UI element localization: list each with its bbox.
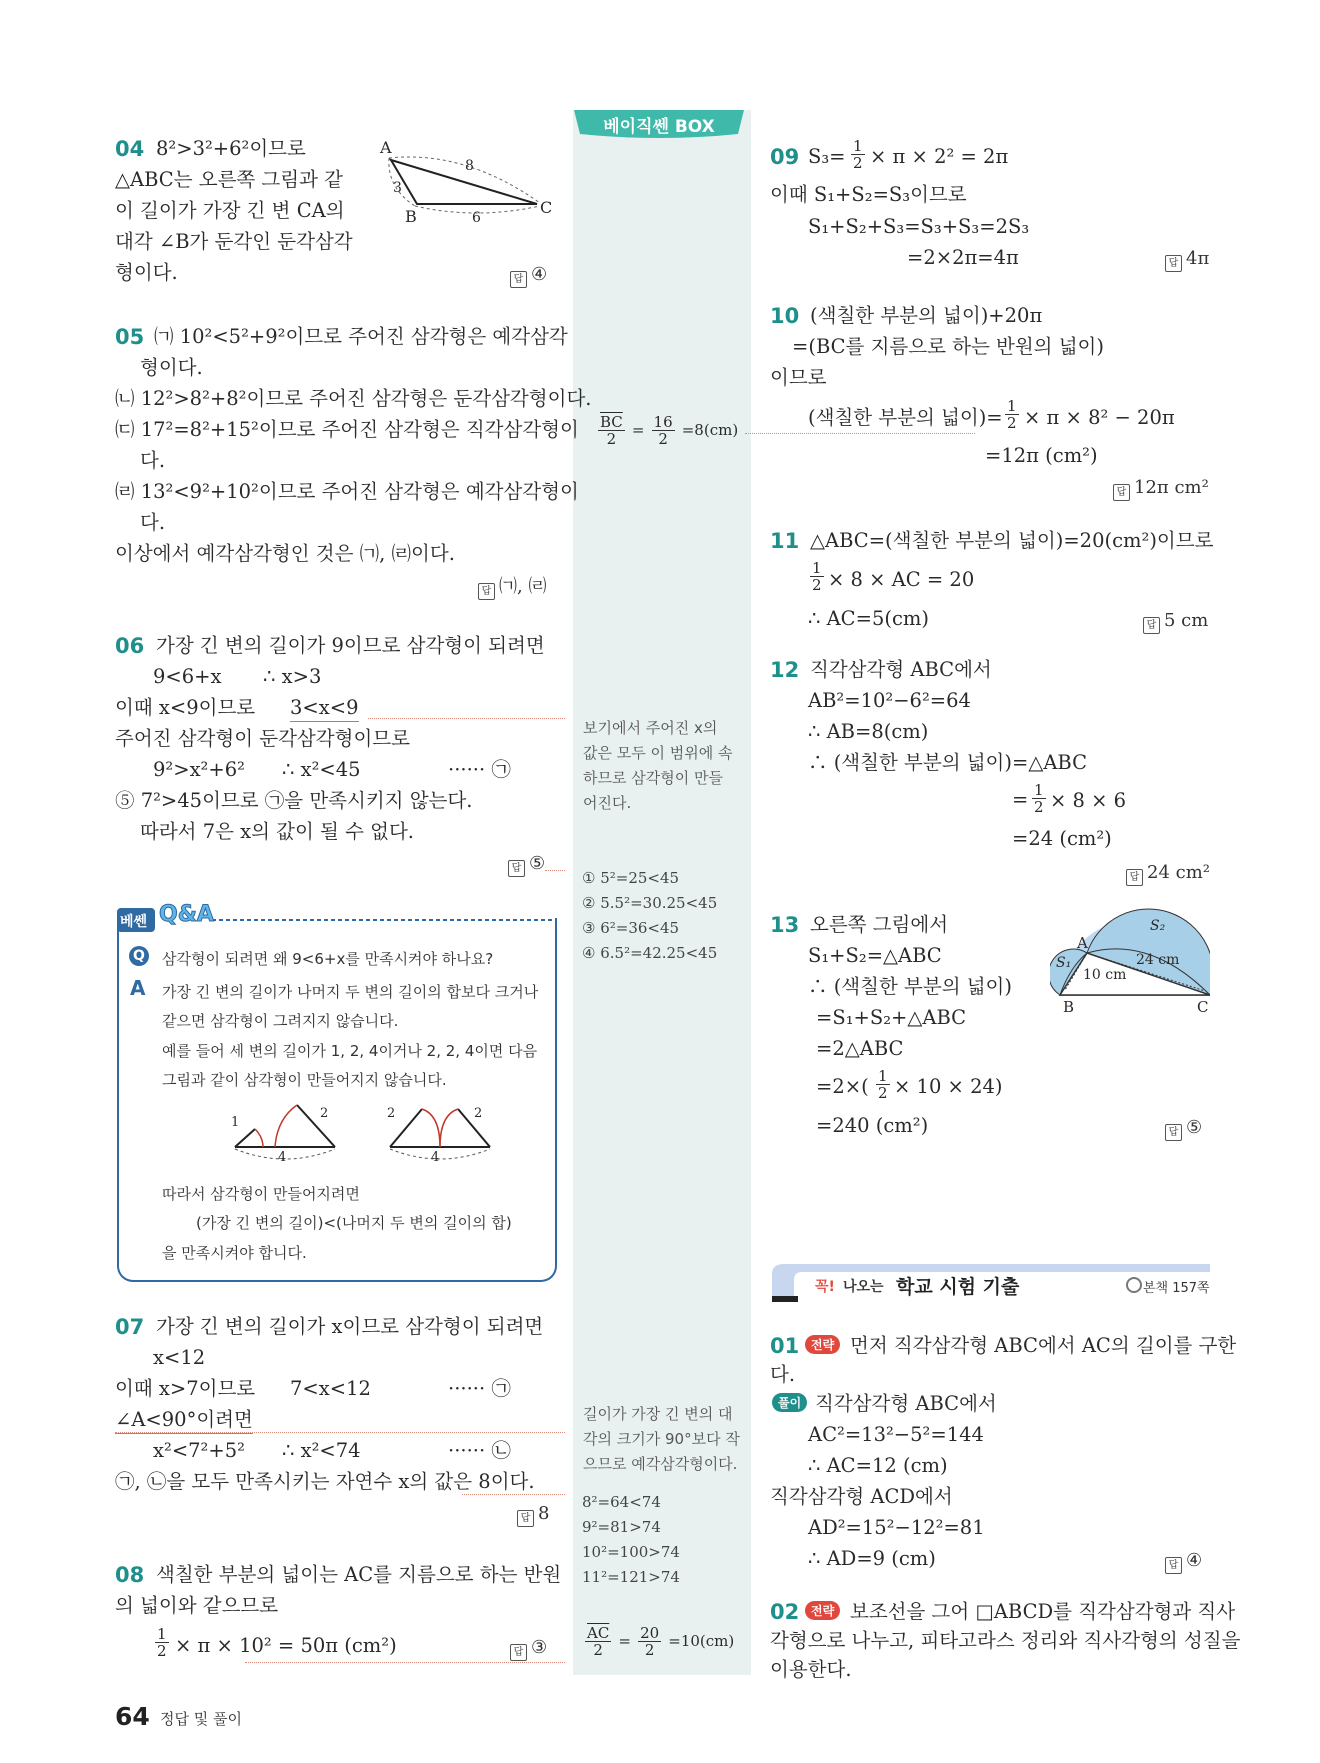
p09-line4: =2×2π=4π [907,246,1019,269]
p12-line3: ∴ AB=8(cm) [808,720,929,743]
p06-line1: 가장 긴 변의 길이가 9이므로 삼각형이 되려면 [156,634,545,657]
s01-line8: ∴ AD=9 (cm) [808,1547,936,1570]
bc-half-expression [596,414,738,447]
section-title: 학교 시험 기출 [896,1276,1020,1298]
p06-range: 3<x<9 [290,695,359,722]
p10-frac-top: 1 [1007,397,1017,415]
p08-fraction [155,1626,169,1659]
p09-frac-bot: 2 [853,154,863,172]
strategy-tag-02: 전략 [805,1601,840,1620]
s01-line6: 직각삼각형 ACD에서 [770,1485,953,1508]
p07-answer [517,1501,549,1527]
p12-fraction [1032,782,1046,815]
p05-line8: 이상에서 예각삼각형인 것은 ㈀, ㈃이다. [115,542,455,565]
p07-line4: ∠A<90°이려면 [115,1407,253,1434]
s02-line2: 각형으로 나누고, 피타고라스 정리와 직사각형의 성질을 [770,1629,1241,1652]
ac-num-top: 20 [640,1624,660,1642]
qa-answer-2: 같으면 삼각형이 그려지지 않습니다. [162,1012,399,1030]
problem-number-10: 10 [770,304,800,328]
p10-line5: =12π (cm²) [985,444,1098,467]
p09-frac-top: 1 [853,137,863,155]
fig04-side-8: 8 [465,158,474,174]
p05-line5: 다. [140,449,166,472]
p13-line7: =240 (cm²) [816,1114,929,1137]
note-07 [583,1402,740,1477]
p07-line1: 가장 긴 변의 길이가 x이므로 삼각형이 되려면 [156,1315,544,1338]
s02-line1: 보조선을 그어 □ABCD를 직각삼각형과 직사 [850,1600,1236,1623]
triangle-figure-04 [375,138,555,228]
answer-icon: 답 [1165,1557,1182,1574]
s01-line2: 다. [770,1363,796,1386]
p11-line3: ∴ AC=5(cm) [808,607,929,630]
answer-icon: 답 [1165,255,1182,272]
s01-answer-value: ④ [1186,1550,1203,1571]
squares-07 [582,1490,680,1590]
p13-line2: S₁+S₂=△ABC [808,944,942,967]
note-06 [583,716,732,816]
qa-conclusion-3: 을 만족시켜야 합니다. [162,1244,307,1262]
ac-half-expression [583,1625,734,1658]
a-mark: A [130,976,146,1000]
note07-line3: 으므로 예각삼각형이다. [583,1455,738,1473]
p07-line6: ㉠, ㉡을 모두 만족시키는 자연수 x의 값은 8이다. [115,1470,535,1493]
solution-tag-01: 풀이 [772,1393,807,1412]
p13-line5: =2△ABC [816,1037,904,1060]
answer-icon: 답 [1113,484,1130,501]
squares07-4: 11²=121>74 [582,1568,680,1586]
ac-eq: = [618,1632,631,1650]
qa-fig2-side-b: 2 [474,1106,483,1121]
p05-line1: ㈀ 10²<5²+9²이므로 주어진 삼각형은 예각삼각 [154,325,568,348]
p04-answer [510,262,547,288]
squares06-2: ② 5.5²=30.25<45 [582,894,718,912]
qa-answer-4: 그림과 같이 삼각형이 만들어지지 않습니다. [162,1071,447,1089]
bc-frac-bot: 2 [606,430,617,448]
p05-line4: ㈂ 17²=8²+15²이므로 주어진 삼각형은 직각삼각형이 [115,418,579,441]
ac-num-frac [638,1625,661,1658]
problem-number-12: 12 [770,658,800,682]
p07-line3c: ······ ㉠ [448,1377,511,1400]
answer-icon: 답 [1165,1124,1182,1141]
p10-line1: (색칠한 부분의 넓이)+20π [810,304,1043,327]
p06-line4: 주어진 삼각형이 둔각삼각형이므로 [115,727,410,750]
bc-num-top: 16 [653,413,673,431]
qa-badge-qa: Q&A [159,902,214,927]
q-mark: Q [129,946,149,966]
qa-fig2-side-a: 2 [387,1106,396,1121]
problem-number-07: 07 [115,1315,145,1339]
p13-answer [1165,1115,1202,1141]
p08-frac-top: 1 [157,1625,167,1643]
school-number-02: 02 [770,1600,800,1624]
p08-line3: × π × 10² = 50π (cm²) [175,1634,397,1657]
strategy-tag-01: 전략 [805,1335,840,1354]
problem-number-13: 13 [770,913,800,937]
fig04-label-A: A [380,138,392,157]
p05-line3: ㈁ 12²>8²+8²이므로 주어진 삼각형은 둔각삼각형이다. [115,387,592,410]
bc-eq: = [631,421,645,439]
fig04-label-C: C [540,198,553,217]
problem-number-05: 05 [115,325,145,349]
fig13-label-S2: S₂ [1150,918,1166,934]
p12-line2: AB²=10²−6²=64 [808,689,971,712]
section-ref-icon [1126,1277,1142,1293]
p10-line2: =(BC를 지름으로 하는 반원의 넓이) [792,335,1105,358]
p10-fraction [1005,398,1019,431]
qa-fig1-side-b: 2 [320,1106,329,1121]
p04-line4: 대각 ∠B가 둔각인 둔각삼각 [115,230,353,253]
qa-answer-3: 예를 들어 세 변의 길이가 1, 2, 4이거나 2, 2, 4이면 다음 [162,1042,538,1060]
squares-06 [582,866,717,966]
p10-line4b: × π × 8² − 20π [1024,406,1175,429]
p07-line2: x<12 [153,1346,206,1369]
s01-line7: AD²=15²−12²=81 [808,1516,985,1539]
page-number: 64 [115,1702,150,1731]
p07-leader [115,1432,565,1433]
fig13-label-C: C [1197,998,1209,1016]
squares06-1: ① 5²=25<45 [582,869,680,887]
semicircle-figure-13 [1050,905,1210,1005]
note07-line2: 각의 크기가 90°보다 작 [583,1430,740,1448]
p09-line1a: S₃= [808,145,846,168]
answer-icon: 답 [517,1510,534,1527]
p05-answer-value: ㈀, ㈃ [499,576,547,597]
p04-line2: △ABC는 오른쪽 그림과 같 [115,168,343,191]
fig13-label-A: A [1077,934,1088,952]
fig04-label-B: B [405,207,417,226]
p13-answer-value: ⑤ [1186,1117,1203,1138]
ac-frac-bot: 2 [593,1641,603,1659]
answer-icon: 답 [510,271,527,288]
footer-label: 정답 및 풀이 [160,1710,242,1728]
qa-badge-label: 베쎈 [120,914,148,930]
qa-fig1-side-a: 1 [231,1115,240,1130]
answer-icon: 답 [478,583,495,600]
p11-frac-bot: 2 [812,576,822,594]
p04-line5: 형이다. [115,261,178,284]
fig13-label-24cm: 24 cm [1136,952,1180,968]
section-ref: 본책 157쪽 [1143,1281,1210,1296]
p13-line6b: × 10 × 24) [894,1075,1003,1098]
p04-line1: 8²>3²+6²이므로 [156,137,306,160]
p08-answer-value: ③ [531,1637,548,1658]
qa-conclusion-1: 따라서 삼각형이 만들어지려면 [162,1185,360,1203]
note06-line2: 값은 모두 이 범위에 속 [583,744,733,762]
ac-frac-top: $\overline{AC}$ [587,1624,610,1642]
s02-line3: 이용한다. [770,1658,852,1681]
p12-eq-sign: = [1012,788,1029,811]
p09-line3: S₁+S₂+S₃=S₃+S₃=2S₃ [808,215,1030,238]
p12-line4: ∴ (색칠한 부분의 넓이)=△ABC [808,751,1088,774]
squares06-4: ④ 6.5²=42.25<45 [582,944,718,962]
bc-frac [598,414,625,447]
school-number-01: 01 [770,1334,800,1358]
answer-icon: 답 [1143,617,1160,634]
ac-frac [585,1625,611,1658]
answer-icon: 답 [1126,869,1143,886]
p12-line1: 직각삼각형 ABC에서 [810,658,992,681]
p09-answer [1165,246,1209,272]
p08-line2: 의 넓이와 같으므로 [115,1594,279,1617]
p12-frac-top: 1 [1034,781,1044,799]
p12-line5: × 8 × 6 [1050,789,1127,812]
qa-answer-1: 가장 긴 변의 길이가 나머지 두 변의 길이의 합보다 크거나 [162,983,539,1001]
bc-num-frac [652,414,675,447]
bc-frac-top: $\overline{BC}$ [600,413,623,431]
p06-line5c: ······ ㉠ [448,758,511,781]
p10-line3: 이므로 [770,366,827,389]
box-title: 베이직쎈 BOX [603,117,715,137]
bc-leader [745,433,975,434]
p05-line7: 다. [140,511,166,534]
p11-line1: △ABC=(색칠한 부분의 넓이)=20(cm²)이므로 [810,529,1214,552]
p12-answer [1126,860,1210,886]
p04-line3: 이 길이가 가장 긴 변 CA의 [115,199,345,222]
p08-frac-bot: 2 [157,1642,167,1660]
p06-line2a: 9<6+x [153,665,222,688]
p09-answer-value: 4π [1186,248,1210,269]
p08-answer [510,1635,547,1661]
squares07-1: 8²=64<74 [582,1493,661,1511]
p13-line1: 오른쪽 그림에서 [810,913,949,936]
answer-icon: 답 [508,860,525,877]
problem-number-11: 11 [770,529,800,553]
fig13-label-B: B [1063,998,1075,1016]
p10-frac-bot: 2 [1007,414,1017,432]
problem-number-08: 08 [115,1563,145,1587]
ac-result: =10(cm) [668,1632,735,1650]
bc-num-bot: 2 [658,430,668,448]
s01-line1: 먼저 직각삼각형 ABC에서 AC의 길이를 구한 [850,1334,1237,1357]
p06-line5a: 9²>x²+6² [153,758,245,781]
s01-line3: 직각삼각형 ABC에서 [815,1392,997,1415]
p13-line4: =S₁+S₂+△ABC [816,1006,967,1029]
fig13-label-10cm: 10 cm [1083,967,1127,983]
p11-frac-top: 1 [812,559,822,577]
note06-line4: 어진다. [583,794,632,812]
p09-line1b: × π × 2² = 2π [870,145,1009,168]
squares06-3: ③ 6²=36<45 [582,919,680,937]
section-mid: 나오는 [843,1279,884,1295]
squares07-2: 9²=81>74 [582,1518,661,1536]
p06-answer [508,851,545,877]
p13-line6a: =2×( [816,1075,869,1098]
squares07-3: 10²=100>74 [582,1543,680,1561]
p12-line6: =24 (cm²) [1012,827,1112,850]
p06-answer-value: ⑤ [529,853,546,874]
ac-num-bot: 2 [644,1641,655,1659]
qa-fig2-side-c: 4 [431,1150,440,1165]
p07-line5c: ······ ㉡ [448,1439,511,1462]
p08-leader [245,1662,565,1663]
p10-answer-value: 12π cm² [1134,477,1209,498]
s01-answer [1165,1548,1202,1574]
p05-line6: ㈃ 13²<9²+10²이므로 주어진 삼각형은 예각삼각형이 [115,480,579,503]
p05-line2: 형이다. [140,356,203,379]
p10-answer [1113,475,1209,501]
p11-line2: × 8 × AC = 20 [828,568,975,591]
p11-answer [1143,608,1208,634]
p08-line1: 색칠한 부분의 넓이는 AC를 지름으로 하는 반원 [156,1563,562,1586]
bc-result: =8(cm) [681,421,739,439]
s01-line5: ∴ AC=12 (cm) [808,1454,948,1477]
p07-line5b: ∴ x²<74 [282,1439,361,1462]
p06-answer-leader [545,870,565,871]
p07-line5a: x²<7²+5² [153,1439,245,1462]
note06-line1: 보기에서 주어진 x의 [583,719,718,737]
p13-frac-bot: 2 [878,1084,888,1102]
answer-icon: 답 [510,1644,527,1661]
note07-line1: 길이가 가장 긴 변의 대 [583,1405,733,1423]
p07-answer-leader [462,1494,565,1495]
p06-line3a: 이때 x<9이므로 [115,696,256,719]
p07-line3b: 7<x<12 [290,1377,371,1400]
p13-fraction [876,1068,890,1101]
qa-conclusion-2: (가장 긴 변의 길이)<(나머지 두 변의 길이의 합) [196,1214,512,1232]
qa-fig1-side-c: 4 [278,1150,287,1165]
s01-line4: AC²=13²−5²=144 [808,1423,984,1446]
qa-question: 삼각형이 되려면 왜 9<6+x를 만족시켜야 하나요? [162,950,494,968]
note06-line3: 하므로 삼각형이 만들 [583,769,723,787]
p04-answer-value: ④ [531,264,548,285]
p13-line3: ∴ (색칠한 부분의 넓이) [808,975,1013,998]
fig13-label-S1: S₁ [1056,955,1072,971]
p07-line3a: 이때 x>7이므로 [115,1377,256,1400]
p06-line7: 따라서 7은 x의 값이 될 수 없다. [140,820,415,843]
p13-frac-top: 1 [878,1067,888,1085]
problem-number-04: 04 [115,137,145,161]
p09-fraction [851,138,865,171]
p09-line2: 이때 S₁+S₂=S₃이므로 [770,183,967,206]
p06-line6: ⑤ 7²>45이므로 ㉠을 만족시키지 않는다. [115,789,473,812]
fig04-side-3: 3 [393,180,402,196]
p11-answer-value: 5 cm [1164,610,1209,631]
p12-frac-bot: 2 [1034,798,1044,816]
p06-leader [368,718,565,719]
p06-line5b: ∴ x²<45 [282,758,361,781]
section-pre: 꼭! [815,1279,835,1295]
p05-answer [478,574,546,600]
p11-fraction [810,560,824,593]
p10-line4a: (색칠한 부분의 넓이)= [808,406,1003,429]
fig04-side-6: 6 [472,210,481,226]
p12-answer-value: 24 cm² [1147,862,1210,883]
problem-number-06: 06 [115,634,145,658]
problem-number-09: 09 [770,145,800,169]
p07-answer-value: 8 [538,1503,550,1524]
p06-line2b: ∴ x>3 [263,665,322,688]
